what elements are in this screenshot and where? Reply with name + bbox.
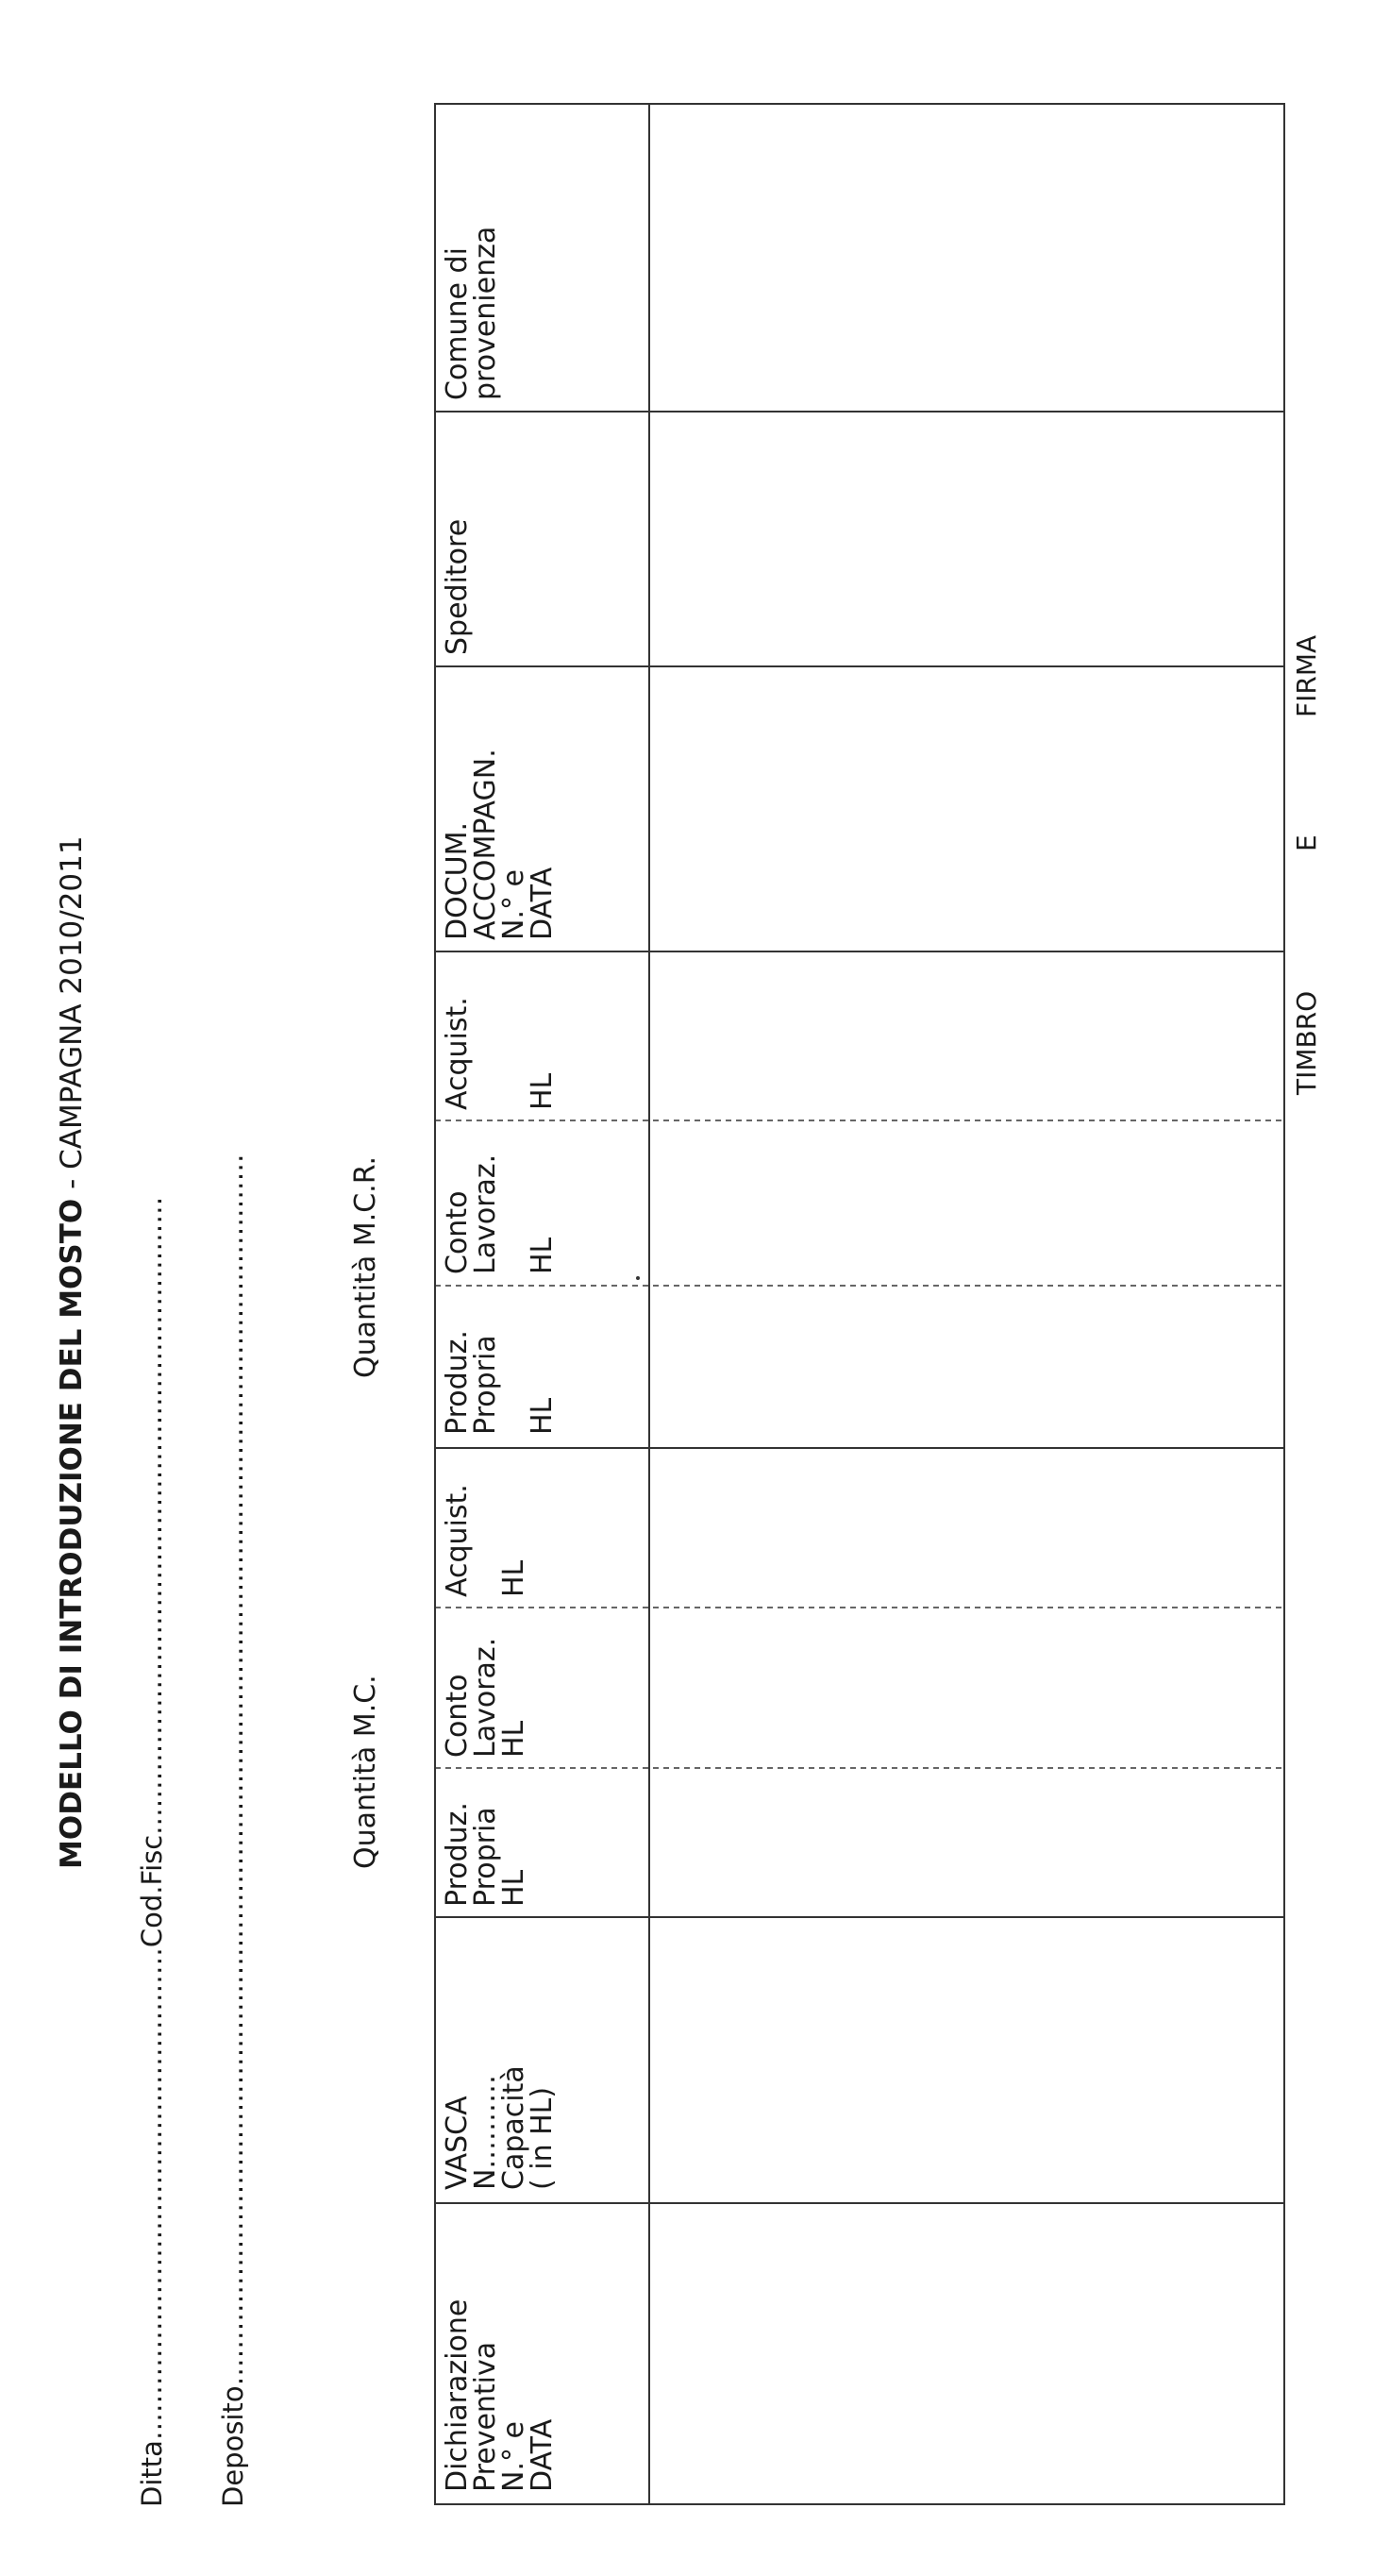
header-docum-accompagn: DOCUM. ACCOMPAGN. N.° e DATA (441, 749, 559, 940)
header-vasca: VASCA N.……… Capacità ( in HL) (441, 2065, 559, 2190)
header-mcr-produz-propria: Produz. Propria HL (441, 1330, 559, 1435)
e-label: E (1291, 834, 1322, 851)
header-mc-acquist: Acquist. HL (441, 1484, 530, 1597)
quantita-mcr-label: Quantità M.C.R. (349, 1155, 382, 1378)
header-mc-produz-propria: Produz. Propria HL (441, 1802, 530, 1907)
table-border (435, 104, 1284, 2504)
header-dichiarazione: Dichiarazione Preventiva N.° e DATA (441, 2298, 559, 2492)
ditta-field[interactable]: Ditta………………………………………………Cod.Fisc.…………………………………………………………… (136, 1196, 168, 2507)
header-mcr-acquist: Acquist. HL (441, 997, 559, 1110)
header-mc-conto-lavoraz: Conto Lavoraz. HL (441, 1637, 530, 1758)
deposito-field[interactable]: Deposito……………………………………………………………………………………………………………………… (217, 1153, 249, 2507)
form-title: MODELLO DI INTRODUZIONE DEL MOSTO - CAMPAGNA 2010/2011 (55, 835, 89, 1869)
timbro-label: TIMBRO (1291, 990, 1322, 1095)
firma-label: FIRMA (1291, 634, 1322, 717)
header-mcr-conto-lavoraz: Conto Lavoraz. HL (441, 1153, 559, 1274)
header-comune-provenienza: Comune di provenienza (441, 226, 502, 400)
header-speditore: Speditore (441, 518, 474, 655)
quantita-mc-label: Quantità M.C. (349, 1675, 382, 1869)
